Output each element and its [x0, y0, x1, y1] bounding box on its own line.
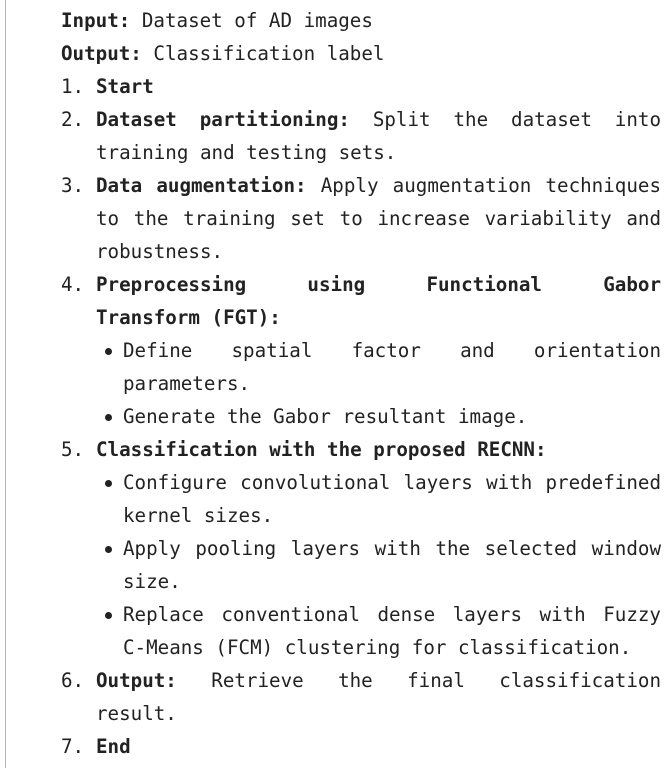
step-title: Dataset partitioning:	[96, 108, 350, 131]
step-title: Output:	[96, 669, 177, 692]
step-text: Retrieve the final classification result.	[96, 669, 661, 725]
output-text: Classification label	[141, 42, 385, 65]
bullet-icon	[96, 532, 123, 598]
step-number: 5.	[61, 438, 85, 461]
step-text: Split the dataset into training and testing sets.	[96, 108, 661, 164]
step-2	[61, 103, 661, 169]
bullet-item: Replace conventional dense layers with Fuzzy C-Means (FCM) clustering for classification.	[96, 598, 661, 664]
step-number: 7.	[61, 735, 85, 758]
bullet-item: Configure convolutional layers with predefined kernel sizes.	[96, 466, 661, 532]
bullet-list	[96, 466, 661, 664]
bullet-icon	[96, 334, 123, 400]
step-number: 6.	[61, 669, 85, 692]
left-border-rule	[5, 0, 6, 768]
step-number: 4.	[61, 273, 85, 296]
input-text: Dataset of AD images	[130, 9, 373, 32]
output-label: Output:	[61, 42, 142, 65]
step-number: 2.	[61, 108, 85, 131]
step-6	[61, 664, 661, 730]
step-1	[61, 70, 661, 103]
bullet-item: Generate the Gabor resultant image.	[96, 400, 661, 433]
input-label: Input:	[61, 9, 131, 32]
step-7	[61, 730, 661, 763]
bullet-item: Apply pooling layers with the selected window size.	[96, 532, 661, 598]
step-number: 3.	[61, 174, 85, 197]
step-title-line2: Transform (FGT):	[96, 306, 281, 329]
step-3	[61, 169, 661, 268]
step-text: Apply augmentation techniques to the training set to increase variability and robustness.	[96, 174, 661, 263]
step-title-line1: Preprocessing using Functional Gabor	[96, 273, 661, 296]
output-line	[61, 37, 661, 70]
step-5	[61, 433, 661, 664]
step-title: Data augmentation:	[96, 174, 307, 197]
algorithm-block	[61, 4, 661, 763]
step-title: Start	[96, 75, 154, 98]
step-title: End	[96, 735, 131, 758]
step-list	[61, 70, 661, 763]
step-number: 1.	[61, 75, 85, 98]
bullet-item: Define spatial factor and orientation parameters.	[96, 334, 661, 400]
bullet-icon	[96, 598, 123, 664]
input-line	[61, 4, 661, 37]
bullet-icon	[96, 466, 123, 532]
bullet-icon	[96, 400, 123, 433]
step-title: Classification with the proposed RECNN:	[96, 438, 547, 461]
bullet-list	[96, 334, 661, 433]
step-4	[61, 268, 661, 433]
